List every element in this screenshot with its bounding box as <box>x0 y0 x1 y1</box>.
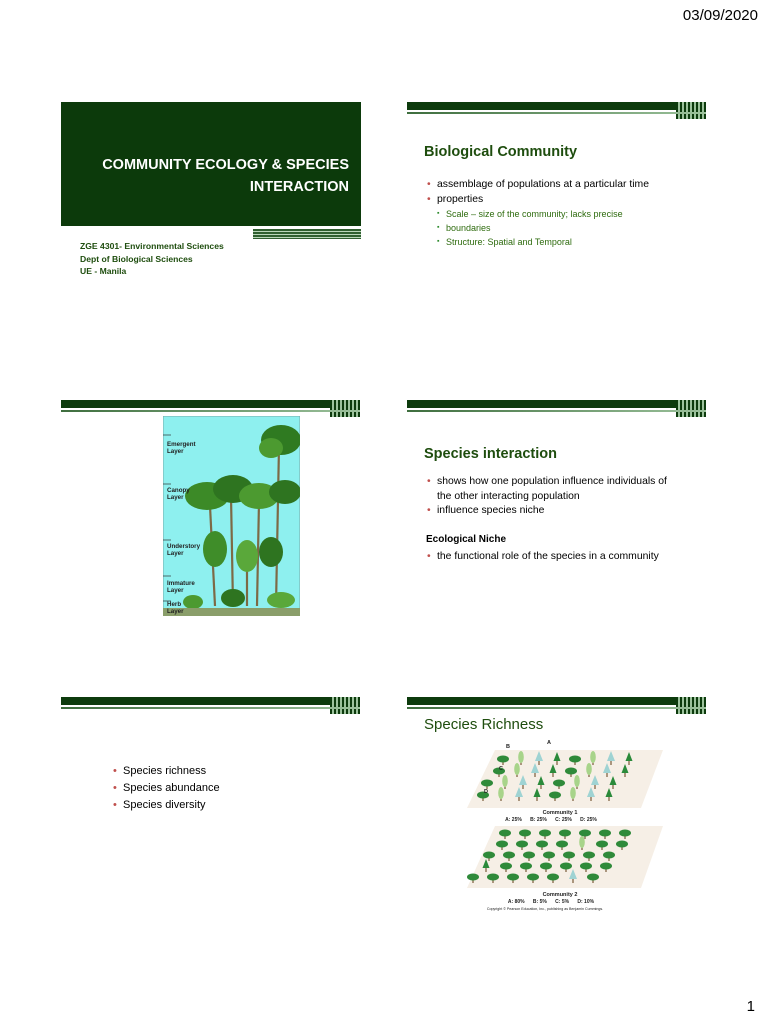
sub-list-item-continuation <box>426 221 696 235</box>
niche-bullets <box>426 550 701 565</box>
slide-1-title: COMMUNITY ECOLOGY & SPECIES INTERACTION <box>102 157 349 195</box>
species-richness-diagram <box>455 738 665 914</box>
slide-2-bullets <box>426 178 696 249</box>
forest-layers-illustration <box>163 416 300 616</box>
ecological-niche-heading: Ecological Niche <box>426 534 507 545</box>
slide-header-bar <box>61 400 360 408</box>
sub-list-item: ▪ Structure: Spatial and Temporal <box>426 235 696 249</box>
list-item: • influence species niche <box>426 504 701 519</box>
copyright-note: Copyright © Pearson Education, Inc., publishing as Benjamin Cummings. <box>486 907 604 911</box>
subtitle-school: UE - Manila <box>80 266 127 276</box>
sub-list-item-text: boundaries <box>446 223 491 233</box>
community-2-values: A: 80% B: 5% C: 5% D: 10% <box>507 899 595 905</box>
slide-4-bullets <box>426 475 701 519</box>
layer-label: Immature <box>167 580 195 587</box>
layer-label: Emergent <box>167 441 196 448</box>
title-underline-decoration <box>253 229 361 239</box>
layer-label: Layer <box>167 550 184 557</box>
community-1-values: A: 25% B: 25% C: 25% D: 25% <box>505 817 597 823</box>
page-number: 1 <box>746 998 755 1015</box>
slide-header-bar <box>407 102 706 110</box>
print-date: 03/09/2020 <box>682 7 758 24</box>
layer-label: Layer <box>167 448 184 455</box>
species-label-b: B <box>506 744 510 750</box>
list-item-text: the other interacting population <box>437 490 580 502</box>
list-item: • properties <box>426 193 696 208</box>
layer-label: Canopy <box>167 487 190 494</box>
list-item: • the functional role of the species in a community <box>426 550 701 565</box>
list-item: • shows how one population influence individuals of <box>426 475 701 490</box>
slide-header-bar <box>61 697 360 705</box>
layer-label: Understory <box>167 543 201 550</box>
sub-list-item: ▪ Scale – size of the community; lacks precise <box>426 207 696 221</box>
slide-5-bullets <box>112 763 220 814</box>
title-banner <box>61 102 361 226</box>
layer-label: Layer <box>167 494 184 501</box>
layer-label: Layer <box>167 608 184 615</box>
layer-label: Herb <box>167 601 182 608</box>
layer-label: Layer <box>167 587 184 594</box>
slide-header-bar <box>407 400 706 408</box>
list-item: • Species diversity <box>112 797 220 814</box>
species-label-d: D <box>484 789 488 795</box>
community-2-label: Community 2 <box>542 892 578 898</box>
list-item: • assemblage of populations at a particular time <box>426 178 696 193</box>
slide-1-subtitle <box>80 240 224 278</box>
list-item: • Species abundance <box>112 780 220 797</box>
slide-4-title: Species interaction <box>424 446 557 462</box>
species-label-a: A <box>547 740 551 746</box>
slide-header-bar <box>407 697 706 705</box>
slide-6-title: Species Richness <box>424 716 544 733</box>
community-1-label: Community 1 <box>542 810 578 816</box>
subtitle-dept: Dept of Biological Sciences <box>80 253 193 264</box>
list-item: • Species richness <box>112 763 220 780</box>
species-label-c: C <box>499 766 503 772</box>
list-item-continuation <box>426 490 701 505</box>
subtitle-course: ZGE 4301- Environmental Sciences <box>80 241 224 251</box>
slide-2-title: Biological Community <box>424 144 578 160</box>
